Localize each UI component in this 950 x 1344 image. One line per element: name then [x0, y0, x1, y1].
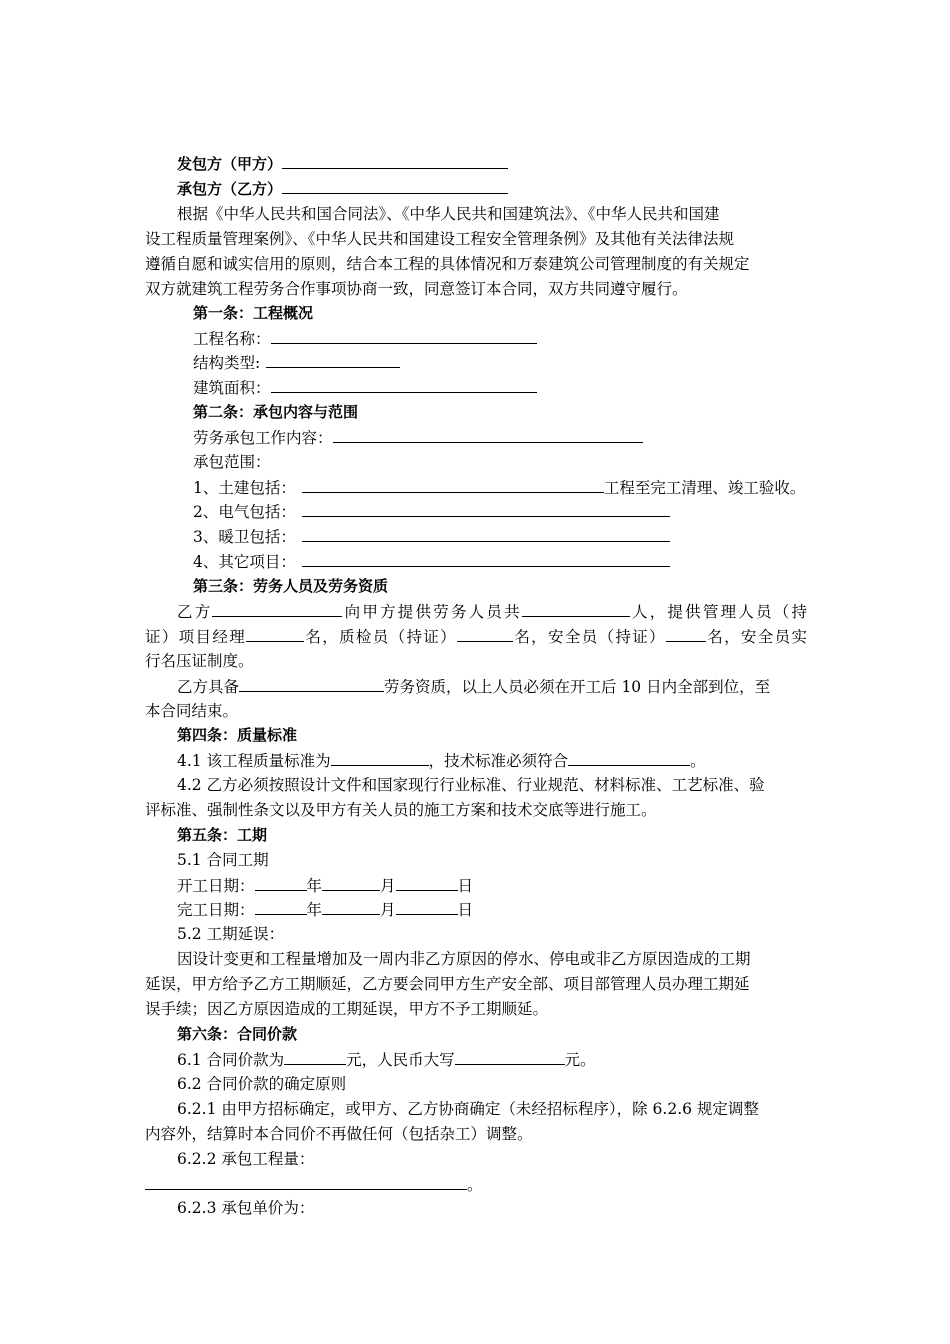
delay-line-3: 误手续；因乙方原因造成的工期延误，甲方不予工期顺延。	[145, 1000, 549, 1018]
scope-item-1	[193, 478, 805, 497]
art3-l2-text-c: 名，安全员（持证）	[512, 628, 666, 646]
end-month-unit: 月	[380, 901, 396, 919]
project-name-line	[193, 329, 537, 348]
scope-item-2-label: 2、电气包括：	[193, 503, 296, 521]
structure-type-label: 结构类型:	[193, 354, 261, 372]
pm-count-blank[interactable]	[246, 627, 304, 642]
start-month-unit: 月	[380, 877, 396, 895]
party-b-label: 承包方（乙方）	[177, 180, 283, 198]
art3-l4-text-a: 乙方具备	[177, 678, 240, 696]
art3-l2-text-a: 证）项目经理	[145, 628, 247, 646]
party-b-line	[177, 179, 508, 198]
party-a-line	[177, 154, 508, 173]
scope-item-1-label: 1、土建包括：	[193, 479, 296, 497]
art6-s21-line-1: 6.2.1 由甲方招标确定，或甲方、乙方协商确定（未经招标程序），除 6.2.6 规定调整	[177, 1100, 759, 1118]
article-6-title: 第六条：合同价款	[177, 1025, 298, 1043]
art5-s1: 5.1 合同工期	[177, 851, 269, 869]
intro-line-4: 双方就建筑工程劳务合作事项协商一致，同意签订本合同，双方共同遵守履行。	[145, 280, 688, 298]
art6-s23: 6.2.3 承包单价为：	[177, 1199, 315, 1217]
end-date-line	[177, 900, 473, 919]
article-2-title: 第二条：承包内容与范围	[193, 403, 359, 421]
scope-label: 承包范围：	[193, 453, 271, 471]
contract-price-blank[interactable]	[284, 1050, 346, 1065]
art3-line-3: 行名压证制度。	[145, 652, 254, 670]
safety-count-blank[interactable]	[666, 627, 706, 642]
art3-line-5: 本合同结束。	[145, 702, 239, 720]
art3-l1-text-c: 人，提供管理人员（持	[629, 603, 807, 621]
delay-line-1: 因设计变更和工程量增加及一周内非乙方原因的停水、停电或非乙方原因造成的工期	[177, 950, 751, 968]
art3-l4-text-b: 劳务资质，以上人员必须在开工后 10 日内全部到位，至	[384, 678, 771, 696]
contract-price-words-blank[interactable]	[455, 1050, 565, 1065]
structure-type-blank[interactable]	[266, 353, 400, 368]
article-5-title: 第五条：工期	[177, 826, 268, 844]
art6-s1-text-a: 6.1 合同价款为	[177, 1051, 285, 1069]
art3-l1-text-a: 乙方	[177, 603, 213, 621]
intro-line-3: 遵循自愿和诚实信用的原则，结合本工程的具体情况和万泰建筑公司管理制度的有关规定	[145, 255, 750, 273]
end-day-unit: 日	[457, 901, 474, 919]
work-content-label: 劳务承包工作内容：	[193, 429, 333, 447]
art3-l2-text-d: 名，安全员实	[705, 628, 807, 646]
article-1-title: 第一条：工程概况	[193, 304, 314, 322]
start-day-blank[interactable]	[396, 876, 458, 891]
quality-standard-blank[interactable]	[331, 751, 429, 766]
building-area-line	[193, 378, 537, 397]
art5-s2: 5.2 工期延误：	[177, 925, 285, 943]
technical-standard-blank[interactable]	[568, 751, 690, 766]
end-month-blank[interactable]	[322, 900, 380, 915]
work-quantity-blank[interactable]	[145, 1175, 467, 1190]
art3-line-4	[177, 677, 770, 696]
start-date-label: 开工日期：	[177, 877, 255, 895]
scope-item-4-blank[interactable]	[302, 552, 670, 567]
delay-line-2: 延误，甲方给予乙方工期顺延，乙方要会同甲方生产安全部、项目部管理人员办理工期延	[145, 975, 750, 993]
article-4-title: 第四条：质量标准	[177, 726, 298, 744]
art6-s1-text-c: 元。	[564, 1051, 596, 1069]
party-a-blank[interactable]	[282, 154, 508, 169]
scope-item-3-label: 3、暖卫包括：	[193, 528, 296, 546]
article-3-title: 第三条：劳务人员及劳务资质	[193, 577, 389, 595]
art6-s21-line-2: 内容外，结算时本合同价不再做任何（包括杂工）调整。	[145, 1125, 533, 1143]
art3-line-1	[177, 602, 807, 621]
art4-s1	[177, 751, 706, 770]
end-date-label: 完工日期：	[177, 901, 255, 919]
building-area-label: 建筑面积：	[193, 379, 271, 397]
work-content-blank[interactable]	[333, 428, 643, 443]
art4-s2-line-2: 评标准、强制性条文以及甲方有关人员的施工方案和技术交底等进行施工。	[145, 801, 657, 819]
scope-item-4-label: 4、其它项目：	[193, 553, 296, 571]
art6-s22-end: 。	[467, 1176, 483, 1194]
scope-item-2-blank[interactable]	[302, 502, 670, 517]
scope-item-3	[193, 527, 670, 546]
art6-s22: 6.2.2 承包工程量：	[177, 1150, 315, 1168]
art6-s2: 6.2 合同价款的确定原则	[177, 1075, 347, 1093]
qc-count-blank[interactable]	[457, 627, 513, 642]
intro-line-1: 根据《中华人民共和国合同法》、《中华人民共和国建筑法》、《中华人民共和国建	[177, 205, 720, 223]
building-area-blank[interactable]	[271, 378, 537, 393]
start-year-unit: 年	[306, 877, 323, 895]
scope-item-1-suffix: 工程至完工清理、竣工验收。	[603, 479, 806, 497]
art3-l2-text-b: 名，质检员（持证）	[304, 628, 457, 646]
project-name-blank[interactable]	[271, 329, 537, 344]
end-year-unit: 年	[306, 901, 323, 919]
start-date-line	[177, 876, 473, 895]
scope-item-3-blank[interactable]	[302, 527, 670, 542]
start-day-unit: 日	[457, 877, 474, 895]
art4-s2-line-1: 4.2 乙方必须按照设计文件和国家现行行业标准、行业规范、材料标准、工艺标准、验	[177, 776, 765, 794]
qualification-blank[interactable]	[239, 677, 384, 692]
work-content-line	[193, 428, 643, 447]
art4-s1-text-a: 4.1 该工程质量标准为	[177, 752, 331, 770]
art3-l1-text-b: 向甲方提供劳务人员共	[342, 603, 522, 621]
scope-item-1-blank[interactable]	[302, 478, 604, 493]
end-day-blank[interactable]	[396, 900, 458, 915]
end-year-blank[interactable]	[255, 900, 307, 915]
labor-count-blank[interactable]	[522, 602, 630, 617]
art6-s22-blank-line	[145, 1175, 483, 1194]
start-month-blank[interactable]	[322, 876, 380, 891]
art6-s1	[177, 1050, 596, 1069]
art4-s1-text-b: ，技术标准必须符合	[428, 752, 569, 770]
art6-s1-text-b: 元，人民币大写	[346, 1051, 455, 1069]
start-year-blank[interactable]	[255, 876, 307, 891]
scope-item-2	[193, 502, 670, 521]
party-b-blank[interactable]	[282, 179, 508, 194]
party-a-label: 发包方（甲方）	[177, 155, 283, 173]
art4-s1-text-c: 。	[690, 752, 706, 770]
structure-type-line	[193, 353, 400, 372]
scope-item-4	[193, 552, 670, 571]
intro-line-2: 设工程质量管理案例》、《中华人民共和国建设工程安全管理条例》及其他有关法律法规	[145, 230, 735, 248]
supplier-blank[interactable]	[212, 602, 342, 617]
project-name-label: 工程名称：	[193, 330, 271, 348]
art3-line-2	[145, 627, 807, 646]
